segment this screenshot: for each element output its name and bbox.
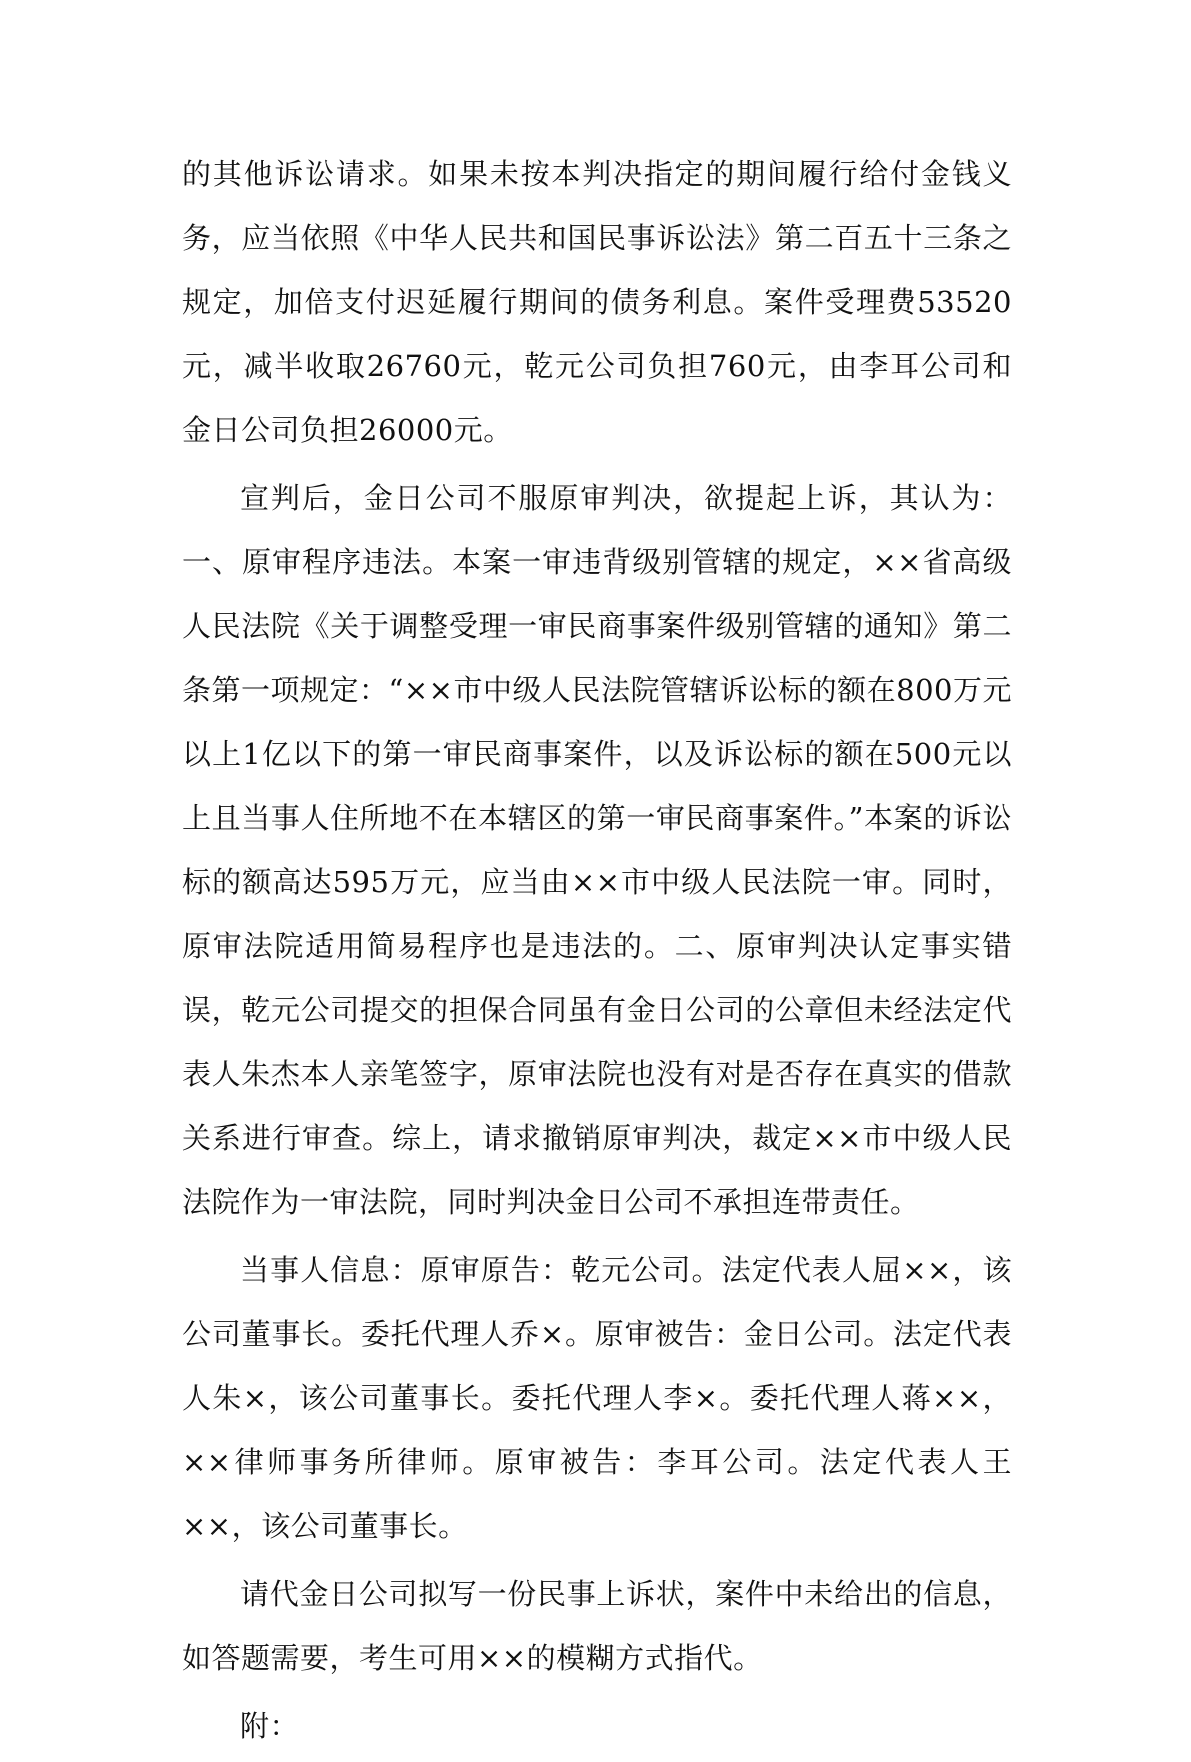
paragraph-appeal-reasons: 宣判后，金日公司不服原审判决，欲提起上诉，其认为：一、原审程序违法。本案一审违背级别管辖的规定，××省高级人民法院《关于调整受理一审民商事案件级别管辖的通知》第二条第一项规定：“××市中级人民法院管辖诉讼标的额在800万元以上1亿以下的第一审民商事案件，以及诉讼标的额在500元以上且当事人住所地不在本辖区的第一审民商事案件。”本案的诉讼标的额高达595万元，应当由××市中级人民法院一审。同时，原审法院适用简易程序也是违法的。二、原审判决认定事实错误，乾元公司提交的担保合同虽有金日公司的公章但未经法定代表人朱杰本人亲笔签字，原审法院也没有对是否存在真实的借款关系进行审查。综上，请求撤销原审判决，裁定××市中级人民法院作为一审法院，同时判决金日公司不承担连带责任。 xyxy=(182,481,1012,1219)
paragraph-task-instruction: 请代金日公司拟写一份民事上诉状，案件中未给出的信息，如答题需要，考生可用××的模糊方式指代。 xyxy=(182,1577,1012,1675)
paragraph-judgment-tail: 的其他诉讼请求。如果未按本判决指定的期间履行给付金钱义务，应当依照《中华人民共和国民事诉讼法》第二百五十三条之规定，加倍支付迟延履行期间的债务利息。案件受理费53520元，减半收取26760元，乾元公司负担760元，由李耳公司和金日公司负担26000元。 xyxy=(182,157,1012,447)
document-body xyxy=(182,142,1012,1762)
paragraph-party-info: 当事人信息：原审原告：乾元公司。法定代表人屈××，该公司董事长。委托代理人乔×。原审被告：金日公司。法定代表人朱×，该公司董事长。委托代理人李×。委托代理人蒋××，××律师事务所律师。原审被告：李耳公司。法定代表人王××，该公司董事长。 xyxy=(182,1253,1012,1543)
paragraph-appendix-label: 附： xyxy=(240,1709,300,1743)
